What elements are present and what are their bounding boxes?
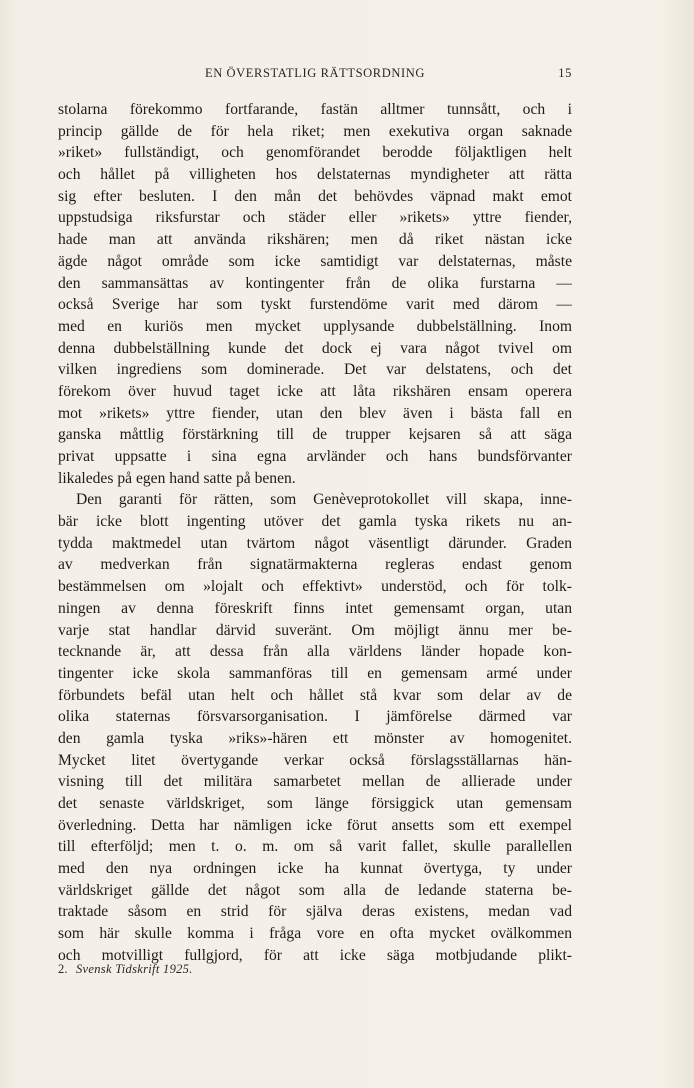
text-line: tecknande är, att dessa från alla världens länder hopade kon- [58, 643, 572, 661]
text-line: privat uppsatte i sina egna arvländer och hans bundsförvanter [58, 448, 572, 465]
text-line: princip gällde de för hela riket; men exekutiva organ saknade [58, 122, 572, 140]
signature-mark: 2. [58, 962, 68, 976]
text-line: uppstudsiga riksfurstar och städer eller »rikets» yttre fiender, [58, 209, 572, 227]
page-number: 15 [558, 66, 572, 80]
text-line: ganska måttlig förstärkning till de trupper kejsaren så att säga [58, 426, 572, 444]
text-line: som här skulle komma i fråga vore en ofta mycket ovälkommen [58, 925, 572, 943]
text-line: ägde något område som icke samtidigt var delstaternas, måste [58, 252, 572, 270]
text-line: det senaste världskriget, som länge försiggick utan gemensam [58, 795, 572, 812]
text-line: mot »rikets» yttre fiender, utan den blev även i bästa fall en [58, 404, 572, 422]
page-header [58, 66, 572, 84]
text-line: tydda maktmedel utan tvärtom något väsentligt därunder. Graden [58, 534, 572, 552]
text-line: med en kuriös men mycket upplysande dubbelställning. Inom [58, 317, 572, 335]
text-line: tingenter icke skola sammanföras till en gemensam armé under [58, 664, 572, 682]
text-line: också Sverige har som tyskt furstendöme varit med därom — [58, 296, 572, 314]
text-line: världskriget gällde det något som alla de ledande staterna be- [58, 881, 572, 899]
running-head: EN ÖVERSTATLIG RÄTTSORDNING [204, 66, 426, 80]
text-line: till efterföljd; men t. o. m. om så varit fallet, skulle parallellen [58, 838, 572, 856]
body-text [58, 99, 572, 967]
text-line: visning till det militära samarbetet mellan de allierade under [58, 773, 572, 791]
text-line: förekom över huvud taget icke att låta rikshären ensam operera [58, 382, 572, 400]
text-line: sig efter besluten. I den mån det behövdes väpnad makt emot [58, 187, 572, 205]
text-line: den gamla tyska »riks»-hären ett mönster av homogenitet. [58, 729, 572, 747]
text-line: traktade såsom en strid för själva deras existens, medan vad [58, 903, 572, 921]
text-line: ningen av denna föreskrift finns intet gemensamt organ, utan [58, 599, 572, 617]
text-line: av medverkan från signatärmakterna regleras endast genom [58, 556, 572, 574]
text-line: hade man att använda rikshären; men då riket nästan icke [58, 231, 572, 249]
paragraph-end-line: likaledes på egen hand satte på benen. [58, 469, 296, 487]
text-line: varje stat handlar därvid suveränt. Om möjligt ännu mer be- [58, 621, 572, 639]
text-line: stolarna förekommo fortfarande, fastän alltmer tunnsått, och i [58, 101, 572, 118]
text-line: »riket» fullständigt, och genomförandet berodde följaktligen helt [58, 144, 572, 162]
text-line: olika staternas försvarsorganisation. I jämförelse därmed var [58, 708, 572, 726]
paragraph-start-line: Den garanti för rätten, som Genèveprotokollet vill skapa, inne- [76, 491, 572, 509]
text-line: bestämmelsen om »lojalt och effektivt» understöd, och för tolk- [58, 578, 572, 596]
footer-signature [58, 962, 572, 978]
text-line: och motvilligt fullgjord, för att icke säga motbjudande plikt- [58, 946, 572, 964]
text-line: Mycket litet övertygande verkar också förslagsställarnas hän- [58, 751, 572, 769]
text-line: bär icke blott ingenting utöver det gamla tyska rikets nu an- [58, 513, 572, 531]
text-line: och hållet på villigheten hos delstaternas myndigheter att rätta [58, 166, 572, 184]
journal-title: Svensk Tidskrift 1925. [75, 962, 193, 976]
text-line: överledning. Detta har nämligen icke förut ansetts som ett exempel [58, 816, 572, 834]
text-line: vilken ingrediens som dominerade. Det var delstatens, och det [58, 361, 572, 379]
text-line: med den nya ordningen icke ha kunnat övertyga, ty under [58, 860, 572, 878]
text-line: den sammansättas av kontingenter från de olika furstarna — [58, 274, 572, 292]
text-line: denna dubbelställning kunde det dock ej vara något tvivel om [58, 339, 572, 357]
text-line: förbundets befäl utan helt och hållet stå kvar som delar av de [58, 686, 572, 704]
